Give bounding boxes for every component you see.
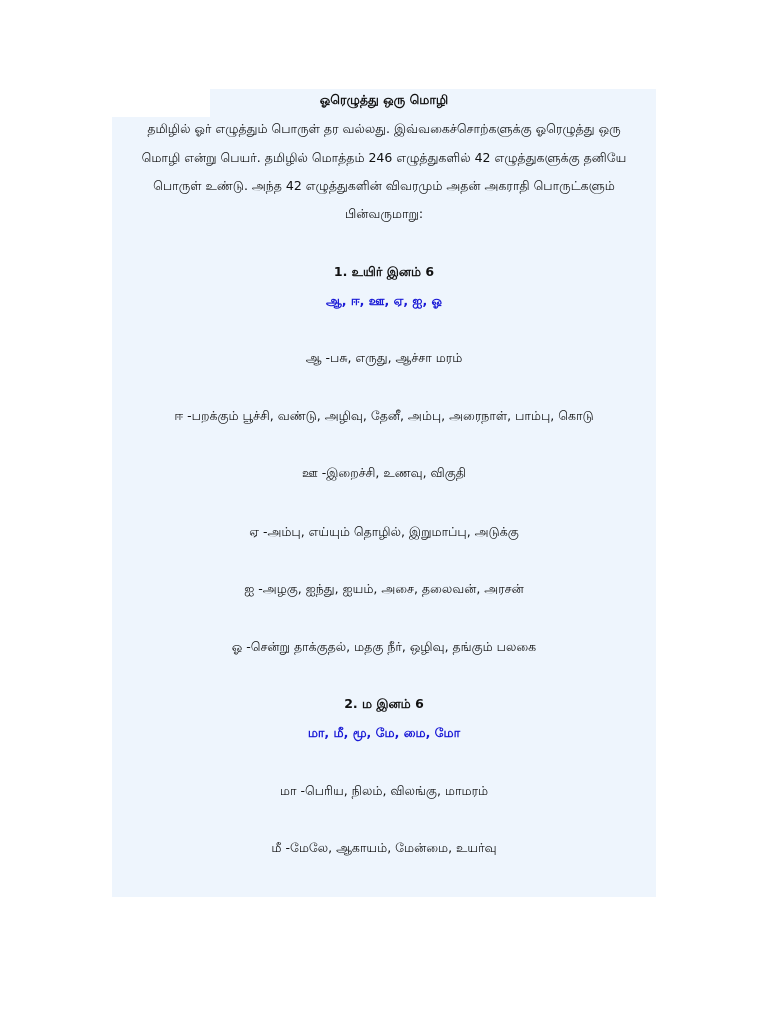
entry-mii: மீ -மேலே, ஆகாயம், மேன்மை, உயர்வு — [271, 840, 497, 855]
intro-line-4: பின்வருமாறு: — [344, 206, 424, 221]
section-heading-uyir: 1. உயிர் இனம் 6 — [333, 264, 435, 279]
section-letters-ma: மா, மீ, மூ, மே, மை, மோ — [307, 725, 461, 740]
entry-ee: ஏ -அம்பு, எய்யும் தொழில், இறுமாப்பு, அடுக்கு — [249, 524, 519, 539]
page-panel — [112, 117, 656, 897]
section-heading-ma: 2. ம இனம் 6 — [344, 696, 424, 711]
section-letters-uyir: ஆ, ஈ, ஊ, ஏ, ஐ, ஓ — [325, 293, 443, 308]
entry-ii: ஈ -பறக்கும் பூச்சி, வண்டு, அழிவு, தேனீ, அம்பு, அரைநாள், பாம்பு, கொடு — [174, 408, 594, 423]
entry-uu: ஊ -இறைச்சி, உணவு, விகுதி — [301, 465, 467, 480]
entry-aa: ஆ -பசு, எருது, ஆச்சா மரம் — [305, 350, 463, 365]
entry-maa: மா -பெரிய, நிலம், விலங்கு, மாமரம் — [279, 783, 489, 798]
intro-line-2: மொழி என்று பெயர். தமிழில் மொத்தம் 246 எழுத்துகளில் 42 எழுத்துகளுக்கு தனியே — [141, 150, 627, 165]
intro-line-3: பொருள் உண்டு. அந்த 42 எழுத்துகளின் விவரமும் அதன் அகராதி பொருட்களும் — [153, 178, 615, 193]
page-title: ஓரெழுத்து ஒரு மொழி — [319, 92, 449, 107]
entry-oo: ஓ -சென்று தாக்குதல், மதகு நீர், ஒழிவு, தங்கும் பலகை — [231, 639, 537, 654]
entry-ai: ஐ -அழகு, ஐந்து, ஐயம், அசை, தலைவன், அரசன் — [244, 581, 524, 596]
intro-line-1: தமிழில் ஓர் எழுத்தும் பொருள் தர வல்லது. இவ்வகைச்சொற்களுக்கு ஓரெழுத்து ஒரு — [147, 121, 621, 136]
